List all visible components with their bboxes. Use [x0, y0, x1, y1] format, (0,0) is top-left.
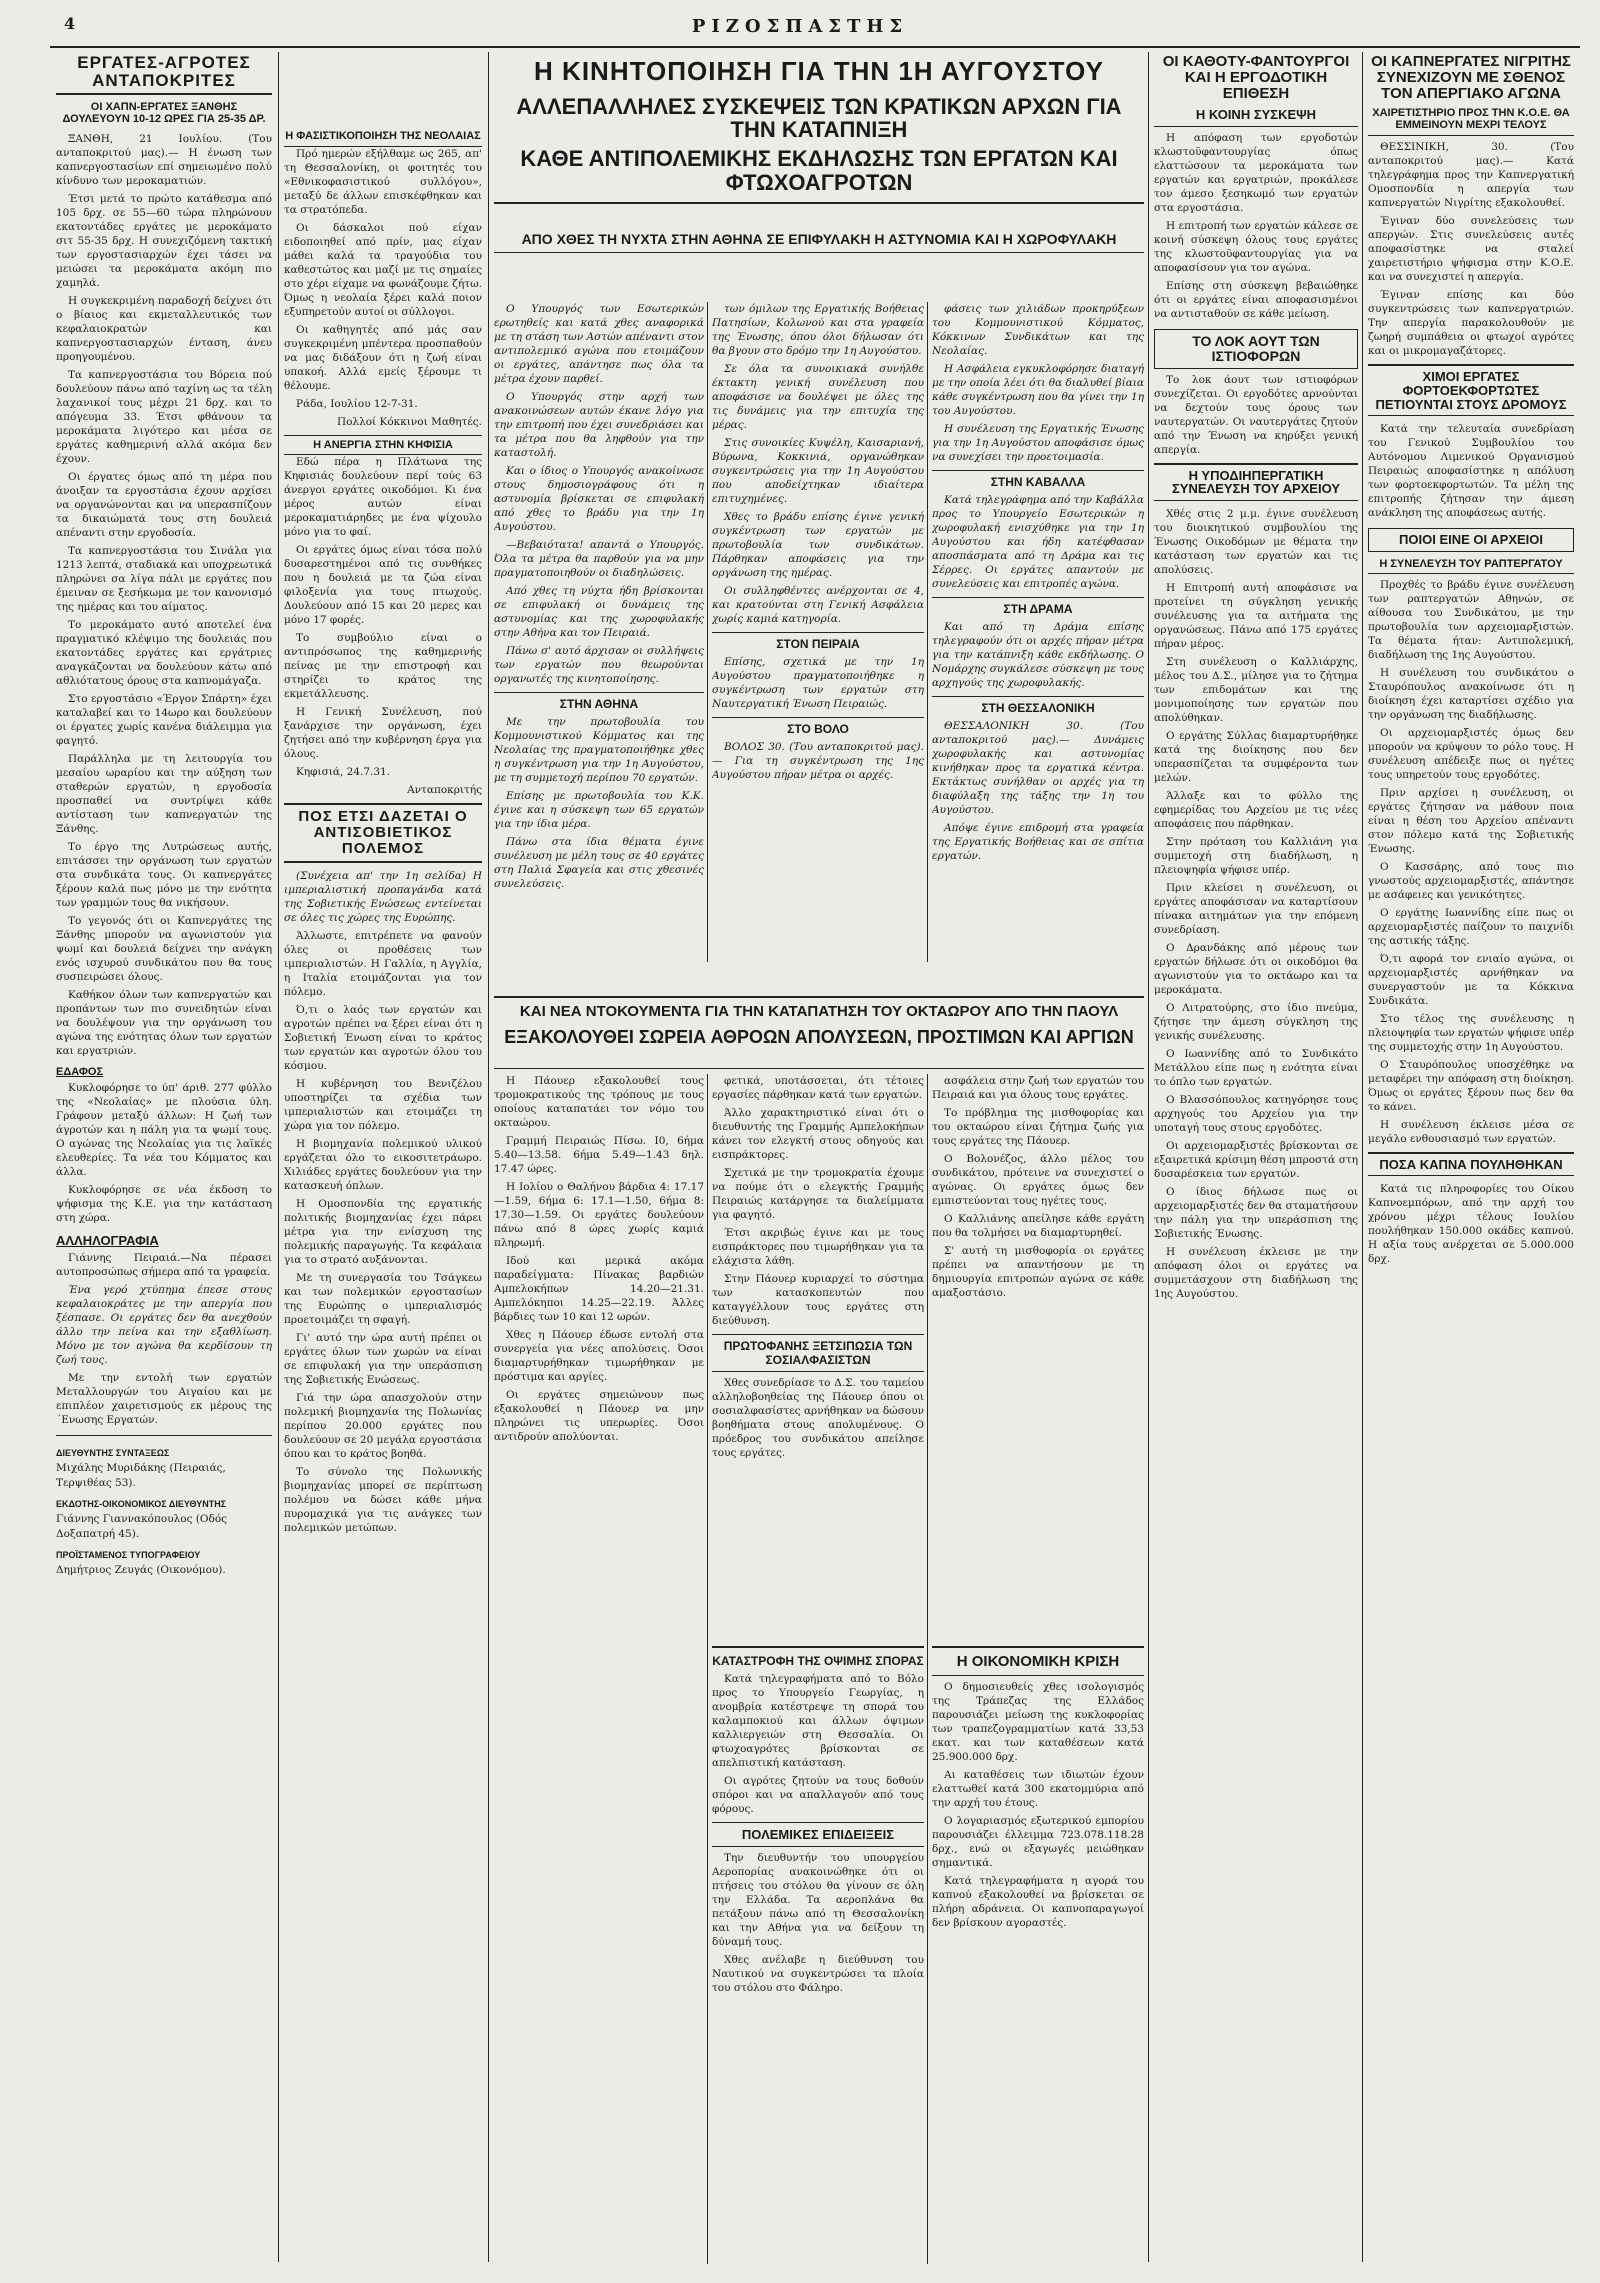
paoul-paragraph: Σχετικά με την τρομοκρατία έχουμε να πούμε ότι ο ελεγκτής Γραμμής Πειραιώς κατάργησε τα διαλείμματα για φαγητό. [712, 1167, 924, 1221]
mobilization-headline: Η ΚΙΝΗΤΟΠΟΙΗΣΗ ΓΙΑ ΤΗΝ 1Η ΑΥΓΟΥΣΤΟΥ [534, 56, 1104, 86]
paoul-paragraph: Το πρόβλημα της μισθοφορίας και του οκταώρου είναι ζήτημα ζωής για τους εργάτες της Πάουερ. [932, 1107, 1144, 1147]
fascism-signature: Πολλοί Κόκκινοι Μαθητές. [336, 415, 482, 428]
paoul-headline-1: ΚΑΙ ΝΕΑ ΝΤΟΚΟΥΜΕΝΤΑ ΓΙΑ ΤΗΝ ΚΑΤΑΠΑΤΗΣΗ ΤΟΥ ΟΚΤΑΩΡΟΥ ΑΠΟ ΤΗΝ ΠΑΟΥΛ [519, 1003, 1119, 1020]
mobilization-paragraph: Στις συνοικίες Κυψέλη, Καισαριανή, Βύρωνα, Κοκκινιά, οργανώθηκαν συγκεντρώσεις για την 1η Αυγούστου που αποδείχτηκαν ιδιαίτερα επιτυχημένες. [712, 437, 924, 505]
crop-disaster-paragraph: Οι αγρότες ζητούν να τους δοθούν σπόροι και να απαλλαγούν από τους φόρους. [712, 1775, 924, 1815]
edaphos-paragraph: Κυκλοφόρησε σε νέα έκδοση το ψήφισμα της Κ.Ε. για την κατάσταση στη χώρα. [56, 1183, 272, 1224]
mobilization-paragraph: Πάνω σ' αυτό άρχισαν οι συλλήψεις των εργατών που θεωρούνται οργανωτές της κινητοποίησης. [494, 645, 704, 685]
xanthi-dateline: ΞΑΝΘΗ, 21 Ιουλίου. (Του ανταποκριτού μας).— Η ένωση των καπνεργοστασίων επί σημειωμένο πολύ κίνδυνο των μεροκαματιών. [56, 132, 272, 187]
antisoviet-paragraph: Η Ομοσπονδία της εργατικής πολιτικής βιομηχανίας έχει πάρει μέτρα για την ενίσχυση της πολεμικής παραγωγής. Τα κεφάλαια για το στρατό αυξάνονται. [284, 1197, 482, 1266]
crop-disaster-paragraph: Κατά τηλεγραφήματα από το Βόλο προς το Υπουργείο Γεωργίας, η ανομβρία κατέστρεψε τη σπορά του καλαμποκιού και άλλων όψιμων καλλιεργειών στη Θεσσαλία. Οι φτωχοαγρότες βρίσκονται σε απελπιστική κατάσταση. [712, 1673, 924, 1769]
xanthi-paragraph: Το γεγονός ότι οι Καπνεργάτες της Ξάνθης μπορούν να αγωνιστούν για ψωμί και δουλειά δείχνει την ανάγκη ενός ισχυρού συνδικάτου που θα τους συσπειρώσει όλους. [56, 914, 272, 983]
mobilization-paragraph: Σε όλα τα συνοικιακά συνήλθε έκτακτη γενική συνέλευση που αποφάσισε να δουλέψει με όλες της τις δυνάμεις για την επιτυχία της μέρας. [712, 363, 924, 431]
unemployment-paragraph: Η Γενική Συνέλευση, πού ξανάρχισε την οργάνωση, έχει ζητήσει από την κυβέρνηση έργα για όλους. [284, 706, 482, 761]
antisoviet-paragraph: Γιά την ώρα απασχολούν στην πολεμική βιομηχανία της Πολωνίας περίπου 20.000 εργάτες που δουλεύουν σε 20 μεγάλα εργοστάσια όπου και το κράτος βοηθά. [284, 1391, 482, 1460]
column-rule-1 [278, 52, 279, 2262]
archive-meeting-paragraph: Ο Δρανδάκης από μέρους των εργατών δήλωσε ότι οι οικοδόμοι θα αγωνιστούν για το οκτάωρο και τα μεροκάματα. [1154, 941, 1358, 996]
unemployment-paragraph: Κηφισιά, 24.7.31. [296, 766, 391, 779]
correspondence-heading: ΑΛΛΗΛΟΓΡΑΦΙΑ [56, 1232, 159, 1248]
xanthi-paragraph: Η συγκεκριμένη παραδοχή δείχνει ότι ο βίαιος και εκμεταλλευτικός των κεφαλαιοκρατών και καπνεργοστασιαρχών ένταση, άνευ προηγουμένου. [56, 294, 272, 363]
military-displays-paragraph: Χθες ανέλαβε η διεύθυνση του Ναυτικού να συγκεντρώσει τα πλοία του στόλου στο Φάληρο. [712, 1954, 924, 1994]
paoul-column-c [932, 1074, 1144, 1634]
correspondence-paragraph: Με την εντολή των εργατών Μεταλλουργών του Αιγαίου και με επιπλέον χαιρετισμούς εκ μέρους της ΄Ενωσης Εργατών. [56, 1371, 272, 1426]
military-displays-subheading: ΠΟΛΕΜΙΚΕΣ ΕΠΙΔΕΙΞΕΙΣ [712, 1822, 924, 1847]
xanthi-paragraph: Τα καπνεργοστάσια του Βόρεια πού δουλεύουν πάνω από ταχίνη ως τα τέλη λαχανικοί τους μέχρι 21 δρχ. και το απόγευμα 33. Έτσι φθάνουν τα μεροκάματα λιγότερο και μέσα σε εργάτες καθημερινή αλλά ακόμα δεν έχουν. [56, 368, 272, 465]
economic-crisis-paragraph: Ο δημοσιευθείς χθες ισολογισμός της Τράπεζας της Ελλάδος παρουσιάζει μείωση της κυκλοφορίας των τραπεζογραμματίων κατά 33,53 εκατ. και των καταθέσεων κατά 25.900.000 δρχ. [932, 1681, 1144, 1763]
paoul-column-a [494, 1074, 704, 2274]
antisoviet-paragraph: Γι' αυτό την ώρα αυτή πρέπει οι εργάτες όλων των χωρών να είναι σε επιφυλακή για την υπεράσπιση της Σοβιετικής Ενώσεως. [284, 1331, 482, 1386]
nigrita-headline: ΟΙ ΚΑΠΝΕΡΓΑΤΕΣ ΝΙΓΡΙΤΗΣ ΣΥΝΕΧΙΖΟΥΝ ΜΕ ΣΘΕΝΟΣ ΤΟΝ ΑΠΕΡΓΙΑΚΟ ΑΓΩΝΑ [1371, 54, 1571, 102]
unemployment-paragraph: Οι εργάτες όμως είναι τόσα πολύ δυσαρεστημένοι από τις συνθήκες που η δουλειά με τα ζώα είναι φιλοξενία για τους πτωχούς. Δουλεύουν από 15 και 20 μερες και μόνο 17 φορές. [284, 544, 482, 627]
archive-meeting-paragraph: Ο Βλασσόπουλος κατηγόρησε τους αρχηγούς του Αρχείου για την υποταγή τους στους εργοδότες. [1154, 1093, 1358, 1134]
edaphos-heading: ΕΔΑΦΟΣ [56, 1065, 104, 1078]
piraeus-paragraph: Επίσης, σχετικά με την 1η Αυγούστου πραγματοποιήθηκε η συγκέντρωση των εργατών στη Ναυτεργατική Ένωση Πειραιώς. [712, 656, 924, 710]
mobilization-main-headline-2: ΚΑΘΕ ΑΝΤΙΠΟΛΕΜΙΚΗΣ ΕΚΔΗΛΩΣΗΣ ΤΩΝ ΕΡΓΑΤΩΝ ΚΑΙ ΦΤΩΧΟΑΓΡΟΤΩΝ [494, 147, 1144, 203]
mobilization-paragraph: Ο Υπουργός στην αρχή των ανακοινώσεων αυτών έκανε λόγο για την επιτροπή που έχει συνεδριάσει και τα μέτρα που θα ληφθούν για την καταστολή. [494, 391, 704, 459]
archive-meeting-paragraph: Η Επιτροπή αυτή αποφάσισε να προτείνει τη σύγκληση γενικής συνέλευσης για τα αιτήματα της οργανώσεως. Πάνω από 175 εργάτες πήραν μέρος. [1154, 581, 1358, 650]
column-textile [1154, 54, 1358, 2274]
paoul-paragraph: Η Ιολίου ο Θαλήνου βάρδια 4: 17.17—1.59, 6ήμα 6: 17.1—1.50, 6ήμα 8: 17.30—1.59. Οι εργάτες δουλεύουν πάνω από 8 ώρες χωρίς καμιά πληρωμή. [494, 1181, 704, 1249]
paoul-paragraph: Έτσι ακριβώς έγινε και με τους εισπράκτορες που τιμωρήθηκαν για τα ελάχιστα λάθη. [712, 1227, 924, 1267]
fascism-paragraph: Ράδα, Ιουλίου 12-7-31. [296, 397, 418, 410]
archive-meeting-paragraph: Στη συνέλευση ο Καλλιάρχης, μέλος του Δ.Σ., μίλησε για το ζήτημα των επιδομάτων και της μονιμοποίησης των εργατών που απολύθηκαν. [1154, 655, 1358, 724]
antisoviet-paragraph: Με τη συνεργασία του Τσάγκεω και των πολεμικών εργοστασίων της Ευρώπης ο ιμπεριαλισμός προετοιμάζει τη σφαγή. [284, 1271, 482, 1326]
tailors-meeting-subheading: Η ΣΥΝΕΛΕΥΣΗ ΤΟΥ ΡΑΠΤΕΡΓΑΤΟΥ [1368, 558, 1574, 574]
archive-meeting-paragraph: Στην πρόταση του Καλλιάνη για συμμετοχή στη διαδήλωση, η πλειοψηφία ψήφισε υπέρ. [1154, 835, 1358, 876]
column-fascism-war [284, 130, 482, 2270]
mobilization-paragraph: φάσεις των χιλιάδων προκηρύξεων του Κομμουνιστικού Κόμματος, Κόκκινων Συνδικάτων και της Νεολαίας. [932, 303, 1144, 357]
thessaloniki-paragraph: ΘΕΣΣΑΛΟΝΙΚΗ 30. (Του ανταποκριτού μας).— Δυνάμεις χωροφυλακής και αστυνομίας κινήθηκαν προς τα εργατικά κέντρα. Εκτάκτως συνήλθαν οι αρχές για τη διαφύλαξη της τάξης την 1η του Αυγούστου. [932, 720, 1144, 816]
tailors-paragraph: Η συνέλευση έκλεισε μέσα σε μεγάλο ενθουσιασμό των εργατών. [1368, 1118, 1574, 1145]
athens-paragraph: Πάνω στα ίδια θέματα έγινε συνέλευση με μέλη τους σε 40 εργάτες στη Παλιά Σφαγεία και στις χθεσινές συνελεύσεις. [494, 836, 704, 890]
volos-subheading: ΣΤΟ ΒΟΛΟ [712, 717, 924, 736]
volos-paragraph: ΒΟΛΟΣ 30. (Του ανταποκριτού μας).— Για τη συγκέντρωση της 1ης Αυγούστου πήραν μέτρα οι αρχές. [712, 741, 924, 781]
mobilization-headline-block [494, 54, 1144, 294]
social-fascists-paragraph: Χθες συνεδρίασε το Δ.Σ. του ταμείου αλληλοβοηθείας της Πάουερ όπου οι σοσιαλφασίστες αρνήθηκαν να δώσουν βοηθήματα στους απολυμένους. Ο πρόεδρος του συνδικάτου απείλησε τους εργάτες. [712, 1377, 924, 1459]
staff-label: ΕΚΔΟΤΗΣ-ΟΙΚΟΝΟΜΙΚΟΣ ΔΙΕΥΘΥΝΤΗΣ [56, 1498, 227, 1509]
athens-paragraph: Με την πρωτοβουλία του Κομμουνιστικού Κόμματος και της Νεολαίας της πραγματοποιήθηκε χθες η συγκέντρωση για την 1η Αυγούστου, με τη συμμετοχή περίπου 70 εργατών. [494, 716, 704, 784]
mobilization-paragraph: Και ο ίδιος ο Υπουργός ανακοίνωσε στους δημοσιογράφους ότι η αστυνομία βρίσκεται σε επιφυλακή από χθες το βράδυ για την 1η Αυγούστου. [494, 465, 704, 533]
column-rule-2 [488, 52, 489, 2262]
tobacco-sold-headline: ΠΟΣΑ ΚΑΠΝΑ ΠΟΥΛΗΘΗΚΑΝ [1368, 1152, 1574, 1177]
fascism-paragraph: Πρό ημερών εξήλθαμε ως 265, απ' τη Θεσσαλονίκη, οι φοιτητές του «Εθνικοφασιστικού συλλόγου», μεταξύ δε άλλων επισκέφθηκαν και τα στρατόπεδα. [284, 147, 482, 216]
athens-subheading: ΣΤΗΝ ΑΘΗΝΑ [494, 692, 704, 711]
tailors-paragraph: Η συνέλευση του συνδικάτου ο Σταυρόπουλος ανακοίνωσε ότι η διοίκηση έχει καταρτίσει σχέδιο για την οργάνωση της διαδήλωσης. [1368, 666, 1574, 721]
unemployment-headline: Η ΑΝΕΡΓΙΑ ΣΤΗΝ ΚΗΦΙΣΙΑ [284, 435, 482, 456]
tailors-paragraph: Στο τέλος της συνέλευσης η πλειοψηφία των εργατών ψήφισε υπέρ της συμμετοχής στην 1η Αυγούστου. [1368, 1012, 1574, 1053]
archive-meeting-paragraph: Χθές στις 2 μ.μ. έγινε συνέλευση του διοικητικού συμβουλίου της Ένωσης Οικοδόμων με θέματα την κατάσταση των εργατών και τις απολύσεις. [1154, 507, 1358, 576]
tobacco-sold-paragraph: Κατά τις πληροφορίες του Οίκου Καπνοεμπόρων, από την αρχή του χρόνου μέχρι τέλους Ιουλίου πουλήθηκαν 150.000 οκάδες καπνού. Η αξία τους ανέρχεται σε 5.000.000 δρχ. [1368, 1183, 1574, 1266]
paoul-headline-2: ΕΞΑΚΟΛΟΥΘΕΙ ΣΩΡΕΙΑ ΑΘΡΟΩΝ ΑΠΟΛΥΣΕΩΝ, ΠΡΟΣΤΙΜΩΝ ΚΑΙ ΑΡΓΙΩΝ [504, 1026, 1134, 1047]
xanthi-paragraph: Έτσι μετά το πρώτο κατάθεσμα από 105 δρχ. σε 55—60 τώρα πληρώνουν εκατοντάδες εργάτες με μεροκάματο σιτ 55-35 δρχ. Η συνεχιζόμενη τακτική των εργοστασιαρχών έχει τάσει να μειώσει τα μεροκάματα ακόμη πιο χαμηλά. [56, 192, 272, 289]
archive-meeting-paragraph: Πριν κλείσει η συνέλευση, οι εργάτες αποφάσισαν να καταρτίσουν πίνακα αιτημάτων για την επόμενη συνεδρίαση. [1154, 881, 1358, 936]
economic-crisis-block [932, 1640, 1144, 2260]
staff-label: ΔΙΕΥΘΥΝΤΗΣ ΣΥΝΤΑΞΕΩΣ [56, 1447, 170, 1458]
antisoviet-paragraph: Ό,τι ο λαός των εργατών και αγροτών πρέπει να ξέρει είναι ότι η Σοβιετική Ένωση είναι το κράτος των εργατών και αγροτών όλου του κόσμου. [284, 1003, 482, 1072]
paoul-paragraph: Οι εργάτες σημειώνουν πως εξακολουθεί η Πάουερ να μην πληρώνει τις υπερωρίες. Όσοι αντιδρούν απολύονται. [494, 1389, 704, 1443]
mobilization-paragraph: Η Ασφάλεια εγκυκλοφόρησε διαταγή με την οποία λέει ότι θα διαλυθεί βίαια κάθε συγκέντρωση που θα γίνει την 1η του Αυγούστου. [932, 363, 1144, 417]
paoul-paragraph: Στην Πάουερ κυριαρχεί το σύστημα των κατασκοπευτών που καταγγέλλουν τους εργάτες στη διεύθυνση. [712, 1273, 924, 1327]
crop-military-block [712, 1640, 924, 2260]
correspondence-paragraph: Γιάννης Πειραιά.—Να πέρασει αυτοπροσώπως σήμερα από τα γραφεία. [56, 1251, 272, 1278]
kavala-paragraph: Κατά τηλεγράφημα από την Καβάλλα προς το Υπουργείο Εσωτερικών η χωροφυλακή ενισχύθηκε για την 1η Αυγούστου και ήδη κατέφθασαν αποσπάσματα από τη Δράμα και τις Σέρρες. Οι εργάτες απαντούν με συνελεύσεις και επιτροπές αγώνα. [932, 494, 1144, 590]
nigrita-paragraph: Έγιναν δύο συνελεύσεις των απεργών. Στις συνελεύσεις αυτές αποφασίστηκε να σταλεί χαιρετιστήριο ψήφισμα στην Κ.Ο.Ε. και να συνεχιστεί η απεργία. [1368, 215, 1574, 284]
tailors-paragraph: Ο εργάτης Ιωαννίδης είπε πως οι αρχειομαρξιστές παίζουν το παιχνίδι της αστικής τάξης. [1368, 906, 1574, 947]
textile-paragraph: Η απόφαση των εργοδοτών κλωστοϋφαντουργίας όπως ελαττώσουν τα μεροκάματα των εργατών και εργατριών, προκάλεσε τον άμεσο ξεσηκωμό των εργατών στα εργοστάσια. [1154, 132, 1358, 215]
textile-headline: ΟΙ ΚΑΘΟΤΥ-ΦΑΝΤΟΥΡΓΟΙ ΚΑΙ Η ΕΡΓΟΔΟΤΙΚΗ ΕΠΙΘΕΣΗ [1162, 54, 1350, 102]
nigrita-paragraph: ΘΕΣΣΙΝΙΚΗ, 30. (Του ανταποκριτού μας).— Κατά τηλεγράφημα προς την Καπνεργατική Ομοσπονδία η απεργία των καπνεργατών Νιγρίτης εξακολουθεί. [1368, 141, 1574, 210]
column-rule-4 [1362, 52, 1363, 2262]
paoul-paragraph: Άλλο χαρακτηριστικό είναι ότι ο διευθυντής της Γραμμής Αμπελοκήπων κάνει τον ελεγκτή στους οδηγούς και εισπράκτορες. [712, 1107, 924, 1161]
textile-paragraph: Επίσης στη σύσκεψη βεβαιώθηκε ότι οι εργάτες είναι αποφασισμένοι να αντισταθούν σε κάθε μείωση. [1154, 280, 1358, 321]
edaphos-paragraph: Κυκλοφόρησε το ύπ' άριθ. 277 φύλλο της «Νεολαίας» με πλούσια ύλη. Γράφουν μεταξύ άλλων: Η ζωή των άγροτών και η πάλη για τα ψωμί τους. Ο αγώνας της Νεολαίας για τις λαϊκές ελευθερίες. Τα νέα του Κόμματος και άλλα. [56, 1081, 272, 1178]
thessaloniki-paragraph: Απόψε έγινε επιδρομή στα γραφεία της Εργατικής Βοήθειας και σε σπίτια εργατών. [932, 822, 1144, 862]
unemployment-paragraph: Εδώ πέρα η Πλάτωνα της Κηφισιάς δουλεύουν περί τούς 63 άνεργοι εργάτες οικοδόμοι. Κι ένα μέρος αυτών είναι μεροκαματιάρηδες με ένα ψίχουλο μόνο για το φαί. [284, 456, 482, 539]
thessaloniki-subheading: ΣΤΗ ΘΕΣΣΑΛΟΝΙΚΗ [932, 696, 1144, 715]
tailors-paragraph: Οι αρχειομαρξιστές όμως δεν μπορούν να κρύψουν το ρόλο τους. Η συνέλευση απέδειξε πως οι ηγέτες τους υπηρετούν τους εργοδότες. [1368, 726, 1574, 781]
mobilization-paragraph: Από χθες τη νύχτα ήδη βρίσκονται σε επιφυλακή οι δυνάμεις της αστυνομίας και της χωροφυλακής στην Αθήνα και τον Πειραιά. [494, 585, 704, 639]
economic-crisis-paragraph: Ο λογαριασμός εξωτερικού εμπορίου παρουσιάζει έλλειμμα 723.078.118.28 δρχ., ενώ οι εξαγωγές μειώθηκαν σημαντικά. [932, 1815, 1144, 1869]
xanthi-paragraph: Καθήκον όλων των καπνεργατών και προπάντων των πιο συνειδητών είναι να δουλέψουν για την οργάνωση του αγώνα της ενότητας όλων των εργατών και εργατριών. [56, 988, 272, 1057]
paoul-paragraph: Γραμμή Πειραιώς Πίσω. Ι0, 6ήμα 5.40—13.58. 6ήμα 5.49—1.43 δηλ. 17.47 ώρες. [494, 1135, 704, 1175]
joint-meeting-subheading: Η ΚΟΙΝΗ ΣΥΣΚΕΨΗ [1154, 107, 1358, 127]
mobilization-column-b [712, 302, 924, 982]
drama-paragraph: Και από τη Δράμα επίσης τηλεγραφούν ότι οι αρχές πήραν μέτρα για την κατάπνιξη κάθε εκδήλωσης. Ο Νομάρχης συγκάλεσε σύσκεψη με τους αρχηγούς της χωροφυλακής. [932, 621, 1144, 689]
antisoviet-paragraph: Άλλωστε, επιτρέπετε να φανούν όλες οι προθέσεις των ιμπεριαλιστών. Η Γαλλία, η Αγγλία, η Ιταλία ετοιμάζονται για τον πόλεμο. [284, 929, 482, 998]
mobilization-column-c [932, 302, 1144, 982]
drama-subheading: ΣΤΗ ΔΡΑΜΑ [932, 597, 1144, 616]
xanthi-paragraph: Το έργο της Λυτρώσεως αυτής, επιτάσσει την οργάνωση των εργατών στα συνδικάτα τους. Οι καπνεργάτες ξέρουν καλά πως μόνο με την ενότητα των γραμμών τους θα νικήσουν. [56, 840, 272, 909]
paoul-paragraph: Ιδού και μερικά ακόμα παραδείγματα: Πίνακας βαρδιών Αμπελοκήπων 14.20—21.31. Αμπελόκηποι 14.25—22.19. Άλλες βάρδιες των 10 και 12 ωρών. [494, 1255, 704, 1323]
nigrita-paragraph: Έγιναν επίσης και δύο συγκεντρώσεις των καπνεργατριών. Την απεργία παρακολουθούν με ζωηρή συμπάθεια οι φτωχοί αγρότες και οι μικρομαγαζάτορες. [1368, 289, 1574, 358]
archive-meeting-paragraph: Ο Λιτρατούρης, στο ίδιο πνεύμα, ζήτησε την άμεση σύγκληση της γενικής συνέλευσης. [1154, 1001, 1358, 1042]
tailors-paragraph: Προχθές το βράδυ έγινε συνέλευση των ραπτεργατών Αθηνών, σε αίθουσα του Συνδικάτου, με την πρωτοβουλία των αρχειομαρξιστών. Τα θέματα ήταν: Αντιπολεμική, διαδήλωση της 1ης Αυγούστου. [1368, 578, 1574, 661]
archive-meeting-headline: Η ΥΠΟΔΙΗΠΕΡΓΑΤΙΚΗ ΣΥΝΕΛΕΥΣΗ ΤΟΥ ΑΡΧΕΙΟΥ [1154, 463, 1358, 501]
economic-crisis-paragraph: Αι καταθέσεις των ιδιωτών έχουν ελαττωθεί κατά 300 εκατομμύρια από την αρχή του έτους. [932, 1769, 1144, 1809]
lockout-paragraph: Το λοκ άουτ των ιστιοφόρων συνεχίζεται. Οι εργοδότες αρνούνται να δεχτούν τους όρους των ναυτεργατών. Οι ναυτεργάτες ζητούν από την Ένωση να κηρύξει γενική απεργία. [1154, 373, 1358, 456]
archive-meeting-paragraph: Ο Ιωαννίδης από το Συνδικάτο Μετάλλου είπε πως η ενότητα είναι το όπλο των εργατών. [1154, 1047, 1358, 1088]
antisoviet-paragraph: Το σύνολο της Πολωνικής βιομηχανίας μπορεί σε περίπτωση πολέμου να δώσει κάθε μήνα πυρομαχικά για τις ανάγκες των πολεμικών μετώπων. [284, 1465, 482, 1534]
paoul-headline-block [494, 996, 1144, 1069]
mobilization-main-headline-1: ΑΛΛΕΠΑΛΛΗΛΕΣ ΣΥΣΚΕΨΕΙΣ ΤΩΝ ΚΡΑΤΙΚΩΝ ΑΡΧΩΝ ΓΙΑ ΤΗΝ ΚΑΤΑΠΝΙΞΗ [516, 94, 1122, 143]
mobilization-subheadline: ΑΠΟ ΧΘΕΣ ΤΗ ΝΥΧΤΑ ΣΤΗΝ ΑΘΗΝΑ ΣΕ ΕΠΙΦΥΛΑΚΗ Η ΑΣΤΥΝΟΜΙΑ ΚΑΙ Η ΧΩΡΟΦΥΛΑΚΗ [494, 232, 1144, 254]
social-fascists-subheading: ΠΡΩΤΟΦΑΝΗΣ ΞΕΤΣΙΠΩΣΙΑ ΤΩΝ ΣΟΣΙΑΛΦΑΣΙΣΤΩΝ [712, 1334, 924, 1372]
unemployment-signature: Ανταποκριτής [407, 784, 482, 797]
antisoviet-paragraph: Η βιομηχανία πολεμικού υλικού εργάζεται όλο το εικοσιτετράωρο. Χιλιάδες εργάτες δουλεύουν για την κατασκευή όπλων. [284, 1137, 482, 1192]
lockout-headline: ΤΟ ΛΟΚ ΑΟΥΤ ΤΩΝ ΙΣΤΙΟΦΟΡΩΝ [1154, 329, 1358, 368]
mobilization-paragraph: Η συνέλευση της Εργατικής Ένωσης για την 1η Αυγούστου αποφάσισε όμως να συνεχίσει την προετοιμασία. [932, 423, 1144, 463]
antisoviet-paragraph: Η κυβέρνηση του Βενιζέλου υποστηρίζει τα σχέδια των ιμπεριαλιστών και ετοιμάζει τη χώρα για τον πόλεμο. [284, 1077, 482, 1132]
center-rule-2 [927, 302, 928, 962]
mobilization-paragraph: Οι συλληφθέντες ανέρχονται σε 4, και κρατούνται στη Γενική Ασφάλεια χωρίς καμιά κατηγορία. [712, 585, 924, 625]
correspondents-headline: ΕΡΓΑΤΕΣ-ΑΓΡΟΤΕΣ ΑΝΤΑΠΟΚΡΙΤΕΣ [56, 54, 272, 95]
center-rule-1 [707, 302, 708, 962]
paoul-paragraph: Ο Καλλιάνης απείλησε κάθε εργάτη που θα τολμήσει να διαμαρτυρηθεί. [932, 1213, 1144, 1239]
mobilization-paragraph: των όμιλων της Εργατικής Βοήθειας Πατησίων, Κολωνού και στα γραφεία της Ένωσης, όπου όλοι δήλωσαν ότι θα βγουν στο δρόμο την 1η Αυγούστου. [712, 303, 924, 357]
page-number: 4 [64, 14, 76, 33]
fascism-paragraph: Οι δάσκαλοι πού είχαν ειδοποιηθεί από πρίν, μας είχαν μάθει καλά τα τραγούδια του καθεστώτος και μαζί με τις σημαίες στο χέρι είχαμε να φωνάζουμε ζήτω. Όμως η νεολαία ξέρει καλά ποιον εξυπηρετούν αυτοί οι σύλλογοι. [284, 221, 482, 318]
staff-box [56, 1435, 272, 1578]
unemployment-paragraph: Το συμβούλιο είναι ο αντιπρόσωπος της καθημερινής πείνας με την επιστροφή και στηρίζει το κράτος της εκμετάλλευσης. [284, 632, 482, 701]
fascism-youth-headline: Η ΦΑΣΙΣΤΙΚΟΠΟΙΗΣΗ ΤΗΣ ΝΕΟΛΑΙΑΣ [284, 130, 482, 147]
xanthi-paragraph: Στο εργοστάσιο «Έργον Σπάρτη» έχει καταλαβεί και το 14ωρο και δουλεύουν οι έργατες χωρίς κανένα διάλειμμα για φαγητό. [56, 692, 272, 747]
mobilization-column-a [494, 302, 704, 982]
staff-label: ΠΡΟΪΣΤΑΜΕΝΟΣ ΤΥΠΟΓΡΑΦΕΙΟΥ [56, 1549, 201, 1560]
dockworkers-headline: ΧΙΜΟΙ ΕΡΓΑΤΕΣ ΦΟΡΤΟΕΚΦΟΡΤΩΤΕΣ ΠΕΤΙΟΥΝΤΑΙ ΣΤΟΥΣ ΔΡΟΜΟΥΣ [1368, 364, 1574, 416]
archive-meeting-paragraph: Ο εργάτης Σύλλας διαμαρτυρήθηκε κατά της διοίκησης που δεν υπερασπίζεται τα συμφέροντα των μελών. [1154, 729, 1358, 784]
center-rule-4 [927, 1074, 928, 2264]
tailors-paragraph: Ό,τι αφορά τον ενιαίο αγώνα, οι αρχειομαρξιστές αρνήθηκαν να συνεργαστούν με τα Κόκκινα Συνδικάτα. [1368, 952, 1574, 1007]
paoul-paragraph: Ο Βολονέζος, άλλο μέλος του συνδικάτου, πρότεινε να συνεχιστεί ο αγώνας. Οι εργάτες όμως δεν εμπιστεύονται τους ηγέτες τους. [932, 1153, 1144, 1207]
economic-crisis-subheading: Η ΟΙΚΟΝΟΜΙΚΗ ΚΡΙΣΗ [932, 1646, 1144, 1676]
who-are-archives-headline: ΠΟΙΟΙ ΕΙΝΕ ΟΙ ΑΡΧΕΙΟΙ [1368, 528, 1574, 552]
kavala-subheading: ΣΤΗΝ ΚΑΒΑΛΛΑ [932, 470, 1144, 489]
tailors-paragraph: Ο Κασσάρης, από τους πιο γνωστούς αρχειομαρξιστές, απάντησε με ασάφειες και γενικότητες. [1368, 860, 1574, 901]
piraeus-subheading: ΣΤΟΝ ΠΕΙΡΑΙΑ [712, 632, 924, 651]
masthead-rule [50, 46, 1580, 48]
staff-value: Μιχάλης Μυριδάκης (Πειραιάς, Τερψιθέας 53). [56, 1461, 226, 1489]
antisoviet-paragraph: (Συνέχεια απ' την 1η σελίδα) Η ιμπεριαλιστική προπαγάνδα κατά της Σοβιετικής Ενώσεως εντείνεται σε όλες τις χώρες της Ευρώπης. [284, 869, 482, 924]
tailors-paragraph: Ο Σταυρόπουλος υποσχέθηκε να μεταφέρει την απόφαση στη διοίκηση. Όμως οι εργάτες ξέρουν πως δεν θα το κάνει. [1368, 1058, 1574, 1113]
xanthi-paragraph: Παράλληλα με τη λειτουργία του μεσαίου ωραρίου και την αύξηση των σταθερών εργατών, η εργοδοσία προσπαθεί να συντρίψει κάθε αντίσταση των καπνεργατών της Ξάνθης. [56, 752, 272, 835]
xanthi-subhead: ΟΙ ΧΑΠΝ-ΕΡΓΑΤΕΣ ΞΑΝΘΗΣ ΔΟΥΛΕΥΟΥΝ 10-12 ΩΡΕΣ ΓΙΑ 25-35 ΔΡ. [62, 100, 266, 126]
center-rule-3 [707, 1074, 708, 2264]
masthead [0, 0, 1600, 46]
mobilization-paragraph: —Βεβαιότατα! απαντά ο Υπουργός. Όλα τα μέτρα θα παρθούν για να μην πραγματοποιηθούν οι διαδηλώσεις. [494, 539, 704, 579]
paoul-paragraph: ασφάλεια στην ζωή των εργατών του Πειραιά και για όλους τους εργάτες. [932, 1075, 1144, 1101]
crop-disaster-subheading: ΚΑΤΑΣΤΡΟΦΗ ΤΗΣ ΟΨΙΜΗΣ ΣΠΟΡΑΣ [712, 1646, 924, 1668]
military-displays-paragraph: Την διευθυντήν του υπουργείου Αεροπορίας ανακοινώθηκε ότι οι πτήσεις του στόλου θα γίνουν σε όλη την Ελλάδα. Τα αεροπλάνα θα πετάξουν πάνω από τη Θεσσαλονίκη και την Αθήνα για να δείξουν τη δύναμή τους. [712, 1852, 924, 1948]
dockworkers-paragraph: Κατά την τελευταία συνεδρίαση του Γενικού Συμβουλίου του Αυτόνομου Λιμενικού Οργανισμού Πειραιώς αποφασίστηκε η απόλυση των φορτοεκφορτωτών. Τα μέλη της επιτροπής ζήτησαν την άμεση ανάκληση της αποφάσεως αυτής. [1368, 423, 1574, 520]
archive-meeting-paragraph: Ο ίδιος δήλωσε πως οι αρχειομαρξιστές δεν θα σταματήσουν την πάλη για την υπεράσπιση της Σοβιετικής Ένωσης. [1154, 1185, 1358, 1240]
correspondence-paragraph: Ένα γερό χτύπημα έπεσε στους κεφαλαιοκράτες με την απεργία που ξέσπασε. Οι εργάτες δεν θα ανεχθούν άλλο την πείνα και την εξαθλίωση. Μόνο με τον αγώνα θα κερδίσουν τη ζωή τους. [56, 1283, 272, 1366]
archive-meeting-paragraph: Οι αρχειομαρξιστές βρίσκονται σε εξαιρετικά κρίσιμη θέση μπροστά στη δυσαρέσκεια των εργατών. [1154, 1139, 1358, 1180]
paoul-paragraph: Η Πάουερ εξακολουθεί τους τρομοκρατικούς της τρόπους με τους οποίους καταπατάει τον νόμο του οκταώρου. [494, 1075, 704, 1129]
archive-meeting-paragraph: Άλλαξε και το φύλλο της εφημερίδας του Αρχείου με τις νέες αποφάσεις που πάρθηκαν. [1154, 789, 1358, 830]
paoul-paragraph: Χθες η Πάουερ έδωσε εντολή στα συνεργεία για νέες απολύσεις. Όσοι διαμαρτυρήθηκαν τιμωρήθηκαν με πρόστιμα και αργίες. [494, 1329, 704, 1383]
xanthi-paragraph: Τα καπνεργοστάσια του Σινάλα για 1213 λεπτά, σταδιακά και υποχρεωτικά πληρώνει σα λίγα πάλι με εργάτες που έμειναν σε ξεσήκωμα με τον κανονισμό της ημέρας και του αίματος. [56, 544, 272, 613]
staff-value: Δημήτριος Ζευγάς (Οικονόμου). [56, 1563, 226, 1576]
paoul-paragraph: Σ' αυτή τη μισθοφορία οι εργάτες πρέπει να απαντήσουν με τη δημιουργία επιτροπών αγώνα σε κάθε αμαξοστάσιο. [932, 1245, 1144, 1299]
economic-crisis-paragraph: Κατά τηλεγραφήματα η αγορά του καπνού εξακολουθεί να βρίσκεται σε πλήρη αδράνεια. Οι καπνοπαραγωγοί δεν βρίσκουν αγοραστές. [932, 1875, 1144, 1929]
mobilization-paragraph: Ο Υπουργός των Εσωτερικών ερωτηθείς και κατά χθες αναφορικά με τη στάση των Αστών απέναντι στον αντιπολεμικό αγώνα που ετοιμάζουν οι εργάτες, απάντησε πως όλα τα μέτρα έχουν παρθεί. [494, 303, 704, 385]
column-tobacco-nigrita [1368, 54, 1574, 2274]
antisoviet-war-headline: ΠΟΣ ΕΤΣΙ ΔΑΖΕΤΑΙ Ο ΑΝΤΙΣΟΒΙΕΤΙΚΟΣ ΠΟΛΕΜΟΣ [284, 803, 482, 862]
mobilization-paragraph: Χθες το βράδυ επίσης έγινε γενική συγκέντρωση των εργατών με πρωτοβουλία των συνδικάτων. Πάρθηκαν αποφάσεις για την οργάνωση της ημέρας. [712, 511, 924, 579]
newspaper-name: ΡΙΖΟΣΠΑΣΤΗΣ [691, 16, 909, 37]
column-correspondents [56, 54, 272, 2274]
athens-paragraph: Επίσης με πρωτοβουλία του Κ.Κ. έγινε και η σύσκεψη των 65 εργατών για την ίδια μέρα. [494, 790, 704, 830]
staff-value: Γιάννης Γιαννακόπουλος (Οδός Δοξαπατρή 45). [56, 1512, 228, 1540]
column-rule-3 [1148, 52, 1149, 2262]
paoul-paragraph: φετικά, υποτάσσεται, ότι τέτοιες εργασίες πάρθηκαν κατά των εργατών. [712, 1075, 924, 1101]
archive-meeting-paragraph: Η συνέλευση έκλεισε με την απόφαση όλοι οι εργάτες να συμμετάσχουν στη διαδήλωση της 1ης Αυγούστου. [1154, 1245, 1358, 1300]
nigrita-subheading: ΧΑΙΡΕΤΙΣΤΗΡΙΟ ΠΡΟΣ ΤΗΝ Κ.Ο.Ε. ΘΑ ΕΜΜΕΙΝΟΥΝ ΜΕΧΡΙ ΤΕΛΟΥΣ [1368, 107, 1574, 136]
fascism-paragraph: Οι καθηγητές από μάς σαν συγκεκριμένη μπέντερα προσπαθούν να μας διδάξουν ότι η ζωή είναι υπακοή. Αλλά εμείς ξέρουμε τι θέλουμε. [284, 323, 482, 392]
tailors-paragraph: Πριν αρχίσει η συνέλευση, οι εργάτες ζήτησαν να μάθουν ποια είναι η θέση του Αρχείου απέναντι στον πόλεμο κατά της Σοβιετικής Ένωσης. [1368, 786, 1574, 855]
textile-paragraph: Η επιτροπή των εργατών κάλεσε σε κοινή σύσκεψη όλους τους εργάτες της κλωστοϋφαντουργίας για να αποφασίσουν για τον αγώνα. [1154, 220, 1358, 275]
xanthi-paragraph: Οι έργατες όμως από τη μέρα που άνοιξαν τα εργοστάσια έχουν αρχίσει να οργανώνονται και να υπερασπίζουν τα δικαιώματά τους στη δουλειά απέναντι στην εργοδοσία. [56, 470, 272, 539]
xanthi-paragraph: Το μεροκάματο αυτό αποτελεί ένα πραγματικό κλέψιμο της δουλειάς που εκατοντάδες εργάτες και εργάτριες αναγκάζονται να δουλεύουν κάτω από αθλιότατους όρους στα καπνομάγαζα. [56, 618, 272, 687]
